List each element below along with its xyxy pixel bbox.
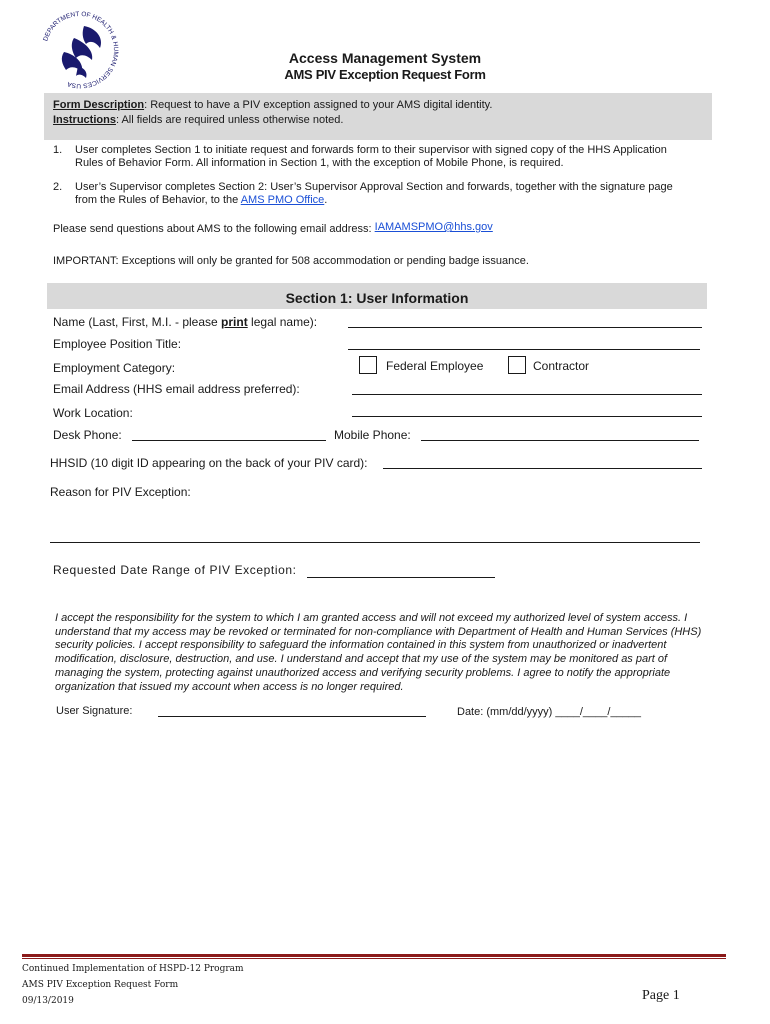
form-description (53, 99, 492, 111)
user-signature-label: User Signature: (56, 705, 133, 717)
step-1-number: 1. (53, 144, 63, 156)
form-subtitle: AMS PIV Exception Request Form (284, 67, 486, 82)
page-number: Page 1 (642, 988, 680, 1003)
contact-email-link[interactable]: IAMAMSPMO@hhs.gov (374, 221, 493, 233)
form-description-text: : Request to have a PIV exception assigned to your AMS digital identity. (144, 99, 493, 111)
position-title-field[interactable] (348, 349, 700, 350)
instructions-text: : All fields are required unless otherwise noted. (115, 114, 344, 126)
important-note: IMPORTANT: Exceptions will only be granted for 508 accommodation or pending badge issuance. (53, 255, 529, 267)
employment-category-label: Employment Category: (53, 361, 176, 375)
instructions (53, 114, 343, 126)
reason-field[interactable] (50, 542, 700, 543)
contractor-label: Contractor (533, 359, 590, 373)
footer-rule-thin (22, 958, 726, 959)
step-1-text: User completes Section 1 to initiate request and forwards form to their supervisor with signed copy of the HHS Application Rules of Behavior Form. All information in Section 1, with the exception of Mobile Phone, is required. (75, 144, 667, 169)
seal-ring-text: DEPARTMENT OF HEALTH & HUMAN SERVICES USA (42, 10, 120, 90)
contractor-checkbox[interactable] (508, 356, 526, 374)
federal-employee-checkbox[interactable] (359, 356, 377, 374)
desk-phone-label: Desk Phone: (53, 428, 122, 442)
hhsid-field[interactable] (383, 468, 702, 469)
contact-text: Please send questions about AMS to the following email address: (53, 223, 375, 235)
work-location-field[interactable] (352, 416, 702, 417)
user-signature-field[interactable] (158, 716, 426, 717)
date-range-label: Requested Date Range of PIV Exception: (53, 563, 297, 577)
mobile-phone-field[interactable] (421, 440, 699, 441)
name-field[interactable] (348, 327, 702, 328)
footer-form-name: AMS PIV Exception Request Form (22, 980, 179, 990)
instructions-label: Instructions (53, 114, 116, 126)
signature-date-field[interactable]: Date: (mm/dd/yyyy) ____/____/_____ (457, 706, 642, 718)
step-2-text: User’s Supervisor completes Section 2: User’s Supervisor Approval Section and forwards, together with the signature page from the Rules of Behavior, to the AMS PMO Office. (75, 181, 673, 206)
section-1-title: Section 1: User Information (285, 290, 469, 306)
work-location-label: Work Location: (53, 406, 133, 420)
reason-label: Reason for PIV Exception: (50, 485, 191, 499)
mobile-phone-label: Mobile Phone: (334, 428, 411, 442)
name-label: Name (Last, First, M.I. - please print legal name): (53, 315, 318, 329)
form-description-label: Form Description (53, 99, 145, 111)
email-label: Email Address (HHS email address preferred): (53, 382, 300, 396)
form-title: Access Management System (288, 50, 482, 66)
hhsid-label: HHSID (10 digit ID appearing on the back of your PIV card): (50, 456, 368, 470)
ams-pmo-office-link[interactable]: AMS PMO Office (240, 193, 325, 206)
date-range-field[interactable] (307, 577, 495, 578)
position-label: Employee Position Title: (53, 337, 182, 351)
contact-line (53, 223, 493, 235)
footer-rule (22, 954, 726, 957)
acceptance-statement: I accept the responsibility for the system to which I am granted access and will not exceed my authorized level of system access. I understand that my access may be revoked or terminated for non-compliance with Department of Health and Human Services (HHS) security policies. I accept responsibility to safeguard the information contained in this system from unauthorized or inadvertent modification, disclosure, destruction, and use. I understand and accept that my use of the system may be monitored as part of managing the system, protecting against unauthorized access and verifying security problems. I agree to notify the appropriate organization that issued my account when access is no longer required. (55, 612, 702, 693)
step-2-number: 2. (53, 181, 63, 193)
email-field[interactable] (352, 394, 702, 395)
federal-employee-label: Federal Employee (386, 359, 484, 373)
footer-date: 09/13/2019 (22, 996, 74, 1006)
desk-phone-field[interactable] (132, 440, 326, 441)
footer-program: Continued Implementation of HSPD-12 Program (22, 964, 244, 974)
